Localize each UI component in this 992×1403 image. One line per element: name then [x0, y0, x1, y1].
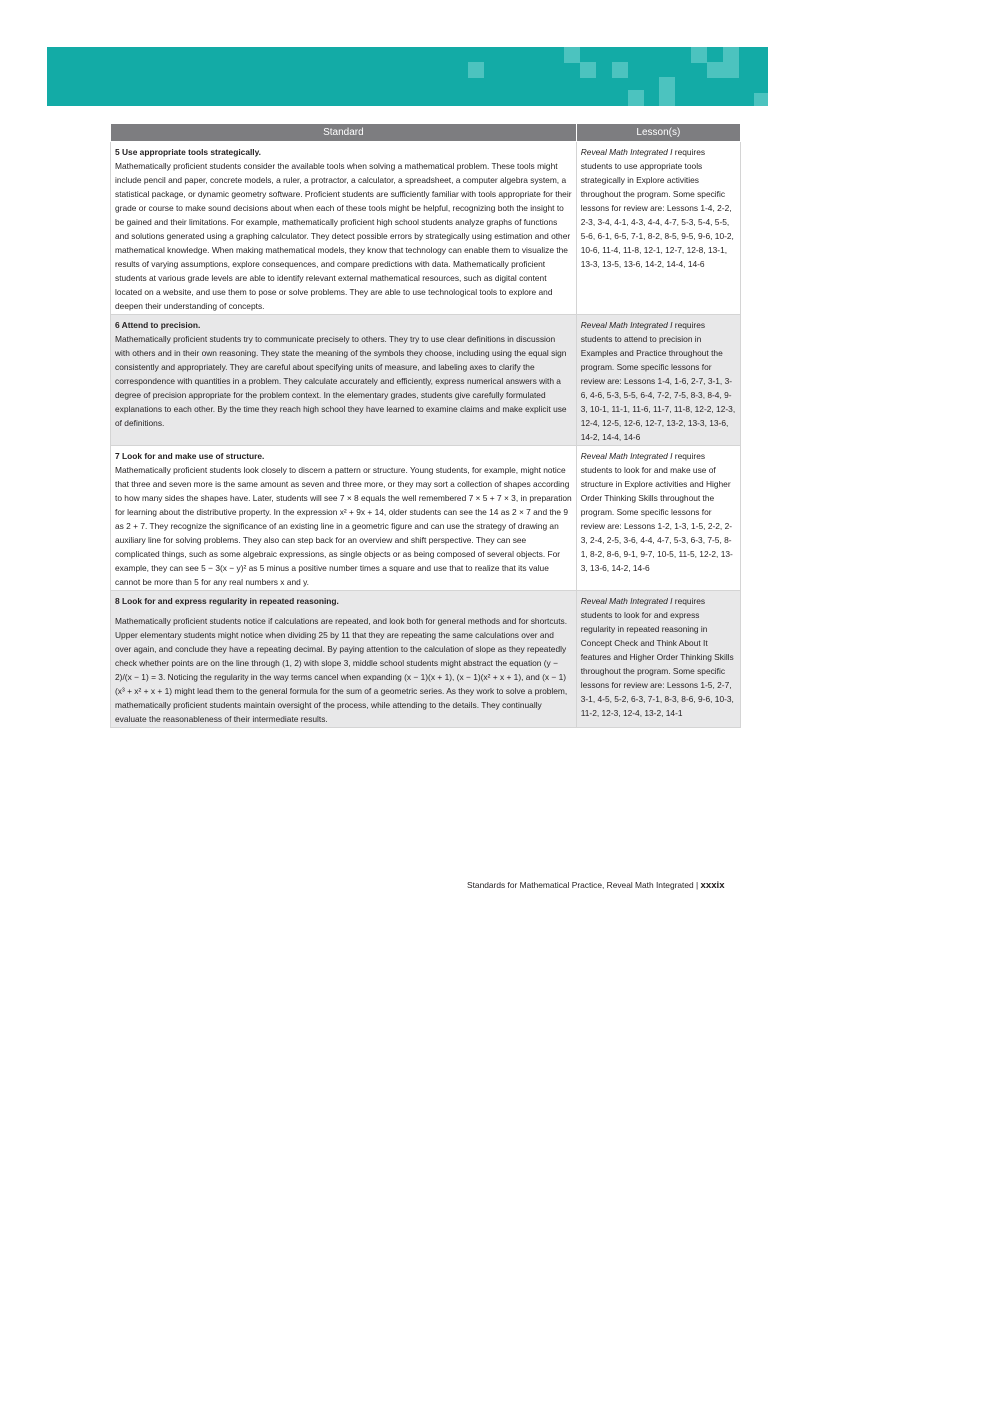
standard-cell	[111, 446, 577, 591]
lessons-text: requires students to use appropriate tools strategically in Explore activities throughout the program. Some specific lessons for review are: Lessons 1-4, 2-2, 2-3, 3-4, 4-1, 4-3, 4-4, 4-7, 5-3, 5-4, 5-5, 5-6, 6-1, 6-5, 7-1, 8-2, 8-5, 9-5, 9-6, 10-2, 10-6, 11-4, 11-8, 12-1, 12-7, 12-8, 13-1, 13-3, 13-5, 13-6, 14-2, 14-4, 14-6	[580, 147, 734, 269]
lessons-text: requires students to look for and express regularity in repeated reasoning in Concept Check and Think About It features and Higher Order Thinking Skills throughout the program. Some specific lessons for review are: Lessons 1-5, 2-7, 3-1, 4-5, 5-2, 6-3, 7-1, 8-3, 8-6, 9-6, 10-3, 11-2, 12-3, 12-4, 13-2, 14-1	[580, 596, 734, 718]
banner-square	[659, 93, 675, 106]
standard-cell	[111, 315, 577, 446]
page-number: xxxix	[700, 880, 725, 891]
banner-square	[580, 62, 596, 78]
standard-title: 7 Look for and make use of structure.	[115, 451, 265, 461]
lessons-cell	[576, 446, 740, 591]
banner-square	[468, 62, 484, 78]
lessons-cell	[576, 142, 740, 315]
program-name: Reveal Math Integrated I	[580, 320, 673, 330]
banner-square	[659, 77, 675, 93]
program-name: Reveal Math Integrated I	[580, 451, 673, 461]
banner-square	[628, 90, 644, 106]
header-standard: Standard	[111, 124, 577, 142]
table-header-row	[111, 124, 741, 142]
table-row	[111, 591, 741, 728]
banner-square	[754, 93, 768, 106]
banner-square	[612, 62, 628, 78]
standard-cell	[111, 142, 577, 315]
banner-square	[723, 47, 739, 63]
lessons-cell	[576, 315, 740, 446]
standard-title: 5 Use appropriate tools strategically.	[115, 147, 261, 157]
banner-square	[707, 62, 723, 78]
header-lessons: Lesson(s)	[576, 124, 740, 142]
footer-title: Standards for Mathematical Practice, Reveal Math Integrated	[467, 880, 694, 890]
table-row	[111, 446, 741, 591]
banner-square	[723, 62, 739, 78]
table-row	[111, 142, 741, 315]
standard-body: Mathematically proficient students consider the available tools when solving a mathematical problem. These tools might include pencil and paper, concrete models, a ruler, a protractor, a calculator, a spreadsheet, a computer algebra system, a statistical package, or dynamic geometry software. Proficient students are sufficiently familiar with tools appropriate for their grade or course to make sound decisions about when each of these tools might be helpful, recognizing both the insight to be gained and their limitations. For example, mathematically proficient high school students analyze graphs of functions and solutions generated using a graphing calculator. They detect possible errors by strategically using estimation and other mathematical knowledge. When making mathematical models, they know that technology can enable them to visualize the results of varying assumptions, explore consequences, and compare predictions with data. Mathematically proficient students at various grade levels are able to identify relevant external mathematical resources, such as digital content located on a website, and use them to pose or solve problems. They are able to use technological tools to explore and deepen their understanding of concepts.	[115, 161, 572, 311]
lessons-cell	[576, 591, 740, 728]
program-name: Reveal Math Integrated I	[580, 596, 673, 606]
program-name: Reveal Math Integrated I	[580, 147, 673, 157]
table-row	[111, 315, 741, 446]
footer-separator: |	[696, 880, 699, 890]
standard-title: 8 Look for and express regularity in repeated reasoning.	[115, 596, 339, 606]
banner-square	[691, 47, 707, 63]
standard-cell	[111, 591, 577, 728]
standard-body: Mathematically proficient students look closely to discern a pattern or structure. Young students, for example, might notice that three and seven more is the same amount as seven and three more, or they may sort a collection of shapes according to how many sides the shapes have. Later, students will see 7 × 8 equals the well remembered 7 × 5 + 7 × 3, in preparation for learning about the distributive property. In the expression x² + 9x + 14, older students can see the 14 as 2 × 7 and the 9 as 2 + 7. They recognize the significance of an existing line in a geometric figure and can use the strategy of drawing an auxiliary line for solving problems. They also can step back for an overview and shift perspective. They can see complicated things, such as some algebraic expressions, as single objects or as being composed of several objects. For example, they can see 5 − 3(x − y)² as 5 minus a positive number times a square and use that to realize that its value cannot be more than 5 for any real numbers x and y.	[115, 465, 572, 587]
page-footer	[467, 880, 733, 891]
standard-body: Mathematically proficient students notice if calculations are repeated, and look both for general methods and for shortcuts. Upper elementary students might notice when dividing 25 by 11 that they are repeating the same calculations over and over again, and conclude they have a repeating decimal. By paying attention to the calculation of slope as they repeatedly check whether points are on the line through (1, 2) with slope 3, middle school students might abstract the equation (y − 2)/(x − 1) = 3. Noticing the regularity in the way terms cancel when expanding (x − 1)(x + 1), (x − 1)(x² + x + 1), and (x − 1)(x³ + x² + x + 1) might lead them to the general formula for the sum of a geometric series. As they work to solve a problem, mathematically proficient students maintain oversight of the process, while attending to the details. They continually evaluate the reasonableness of their intermediate results.	[115, 616, 568, 724]
lessons-text: requires students to look for and make use of structure in Explore activities and Higher Order Thinking Skills throughout the program. Some specific lessons for review are: Lessons 1-2, 1-3, 1-5, 2-2, 2-3, 2-4, 2-5, 3-6, 4-4, 4-7, 5-3, 6-3, 7-5, 8-1, 8-2, 8-6, 9-1, 9-7, 10-5, 11-5, 12-2, 13-3, 13-6, 14-2, 14-6	[580, 451, 733, 573]
banner-square	[564, 47, 580, 63]
header-banner	[47, 47, 768, 106]
lessons-text: requires students to attend to precision in Examples and Practice throughout the program. Some specific lessons for review are: Lessons 1-4, 1-6, 2-7, 3-1, 3-6, 4-6, 5-3, 5-5, 6-4, 7-2, 7-5, 8-3, 8-4, 9-3, 10-1, 11-1, 11-6, 11-7, 11-8, 12-2, 12-3, 12-4, 12-5, 12-6, 12-7, 13-2, 13-3, 13-6, 14-2, 14-4, 14-6	[580, 320, 736, 442]
standard-body: Mathematically proficient students try to communicate precisely to others. They try to use clear definitions in discussion with others and in their own reasoning. They state the meaning of the symbols they choose, including using the equal sign consistently and appropriately. They are careful about specifying units of measure, and labeling axes to clarify the correspondence with quantities in a problem. They calculate accurately and efficiently, express numerical answers with a degree of precision appropriate for the problem context. In the elementary grades, students give carefully formulated explanations to each other. By the time they reach high school they have learned to examine claims and make explicit use of definitions.	[115, 334, 567, 428]
standards-table	[110, 123, 741, 728]
standard-title: 6 Attend to precision.	[115, 320, 201, 330]
